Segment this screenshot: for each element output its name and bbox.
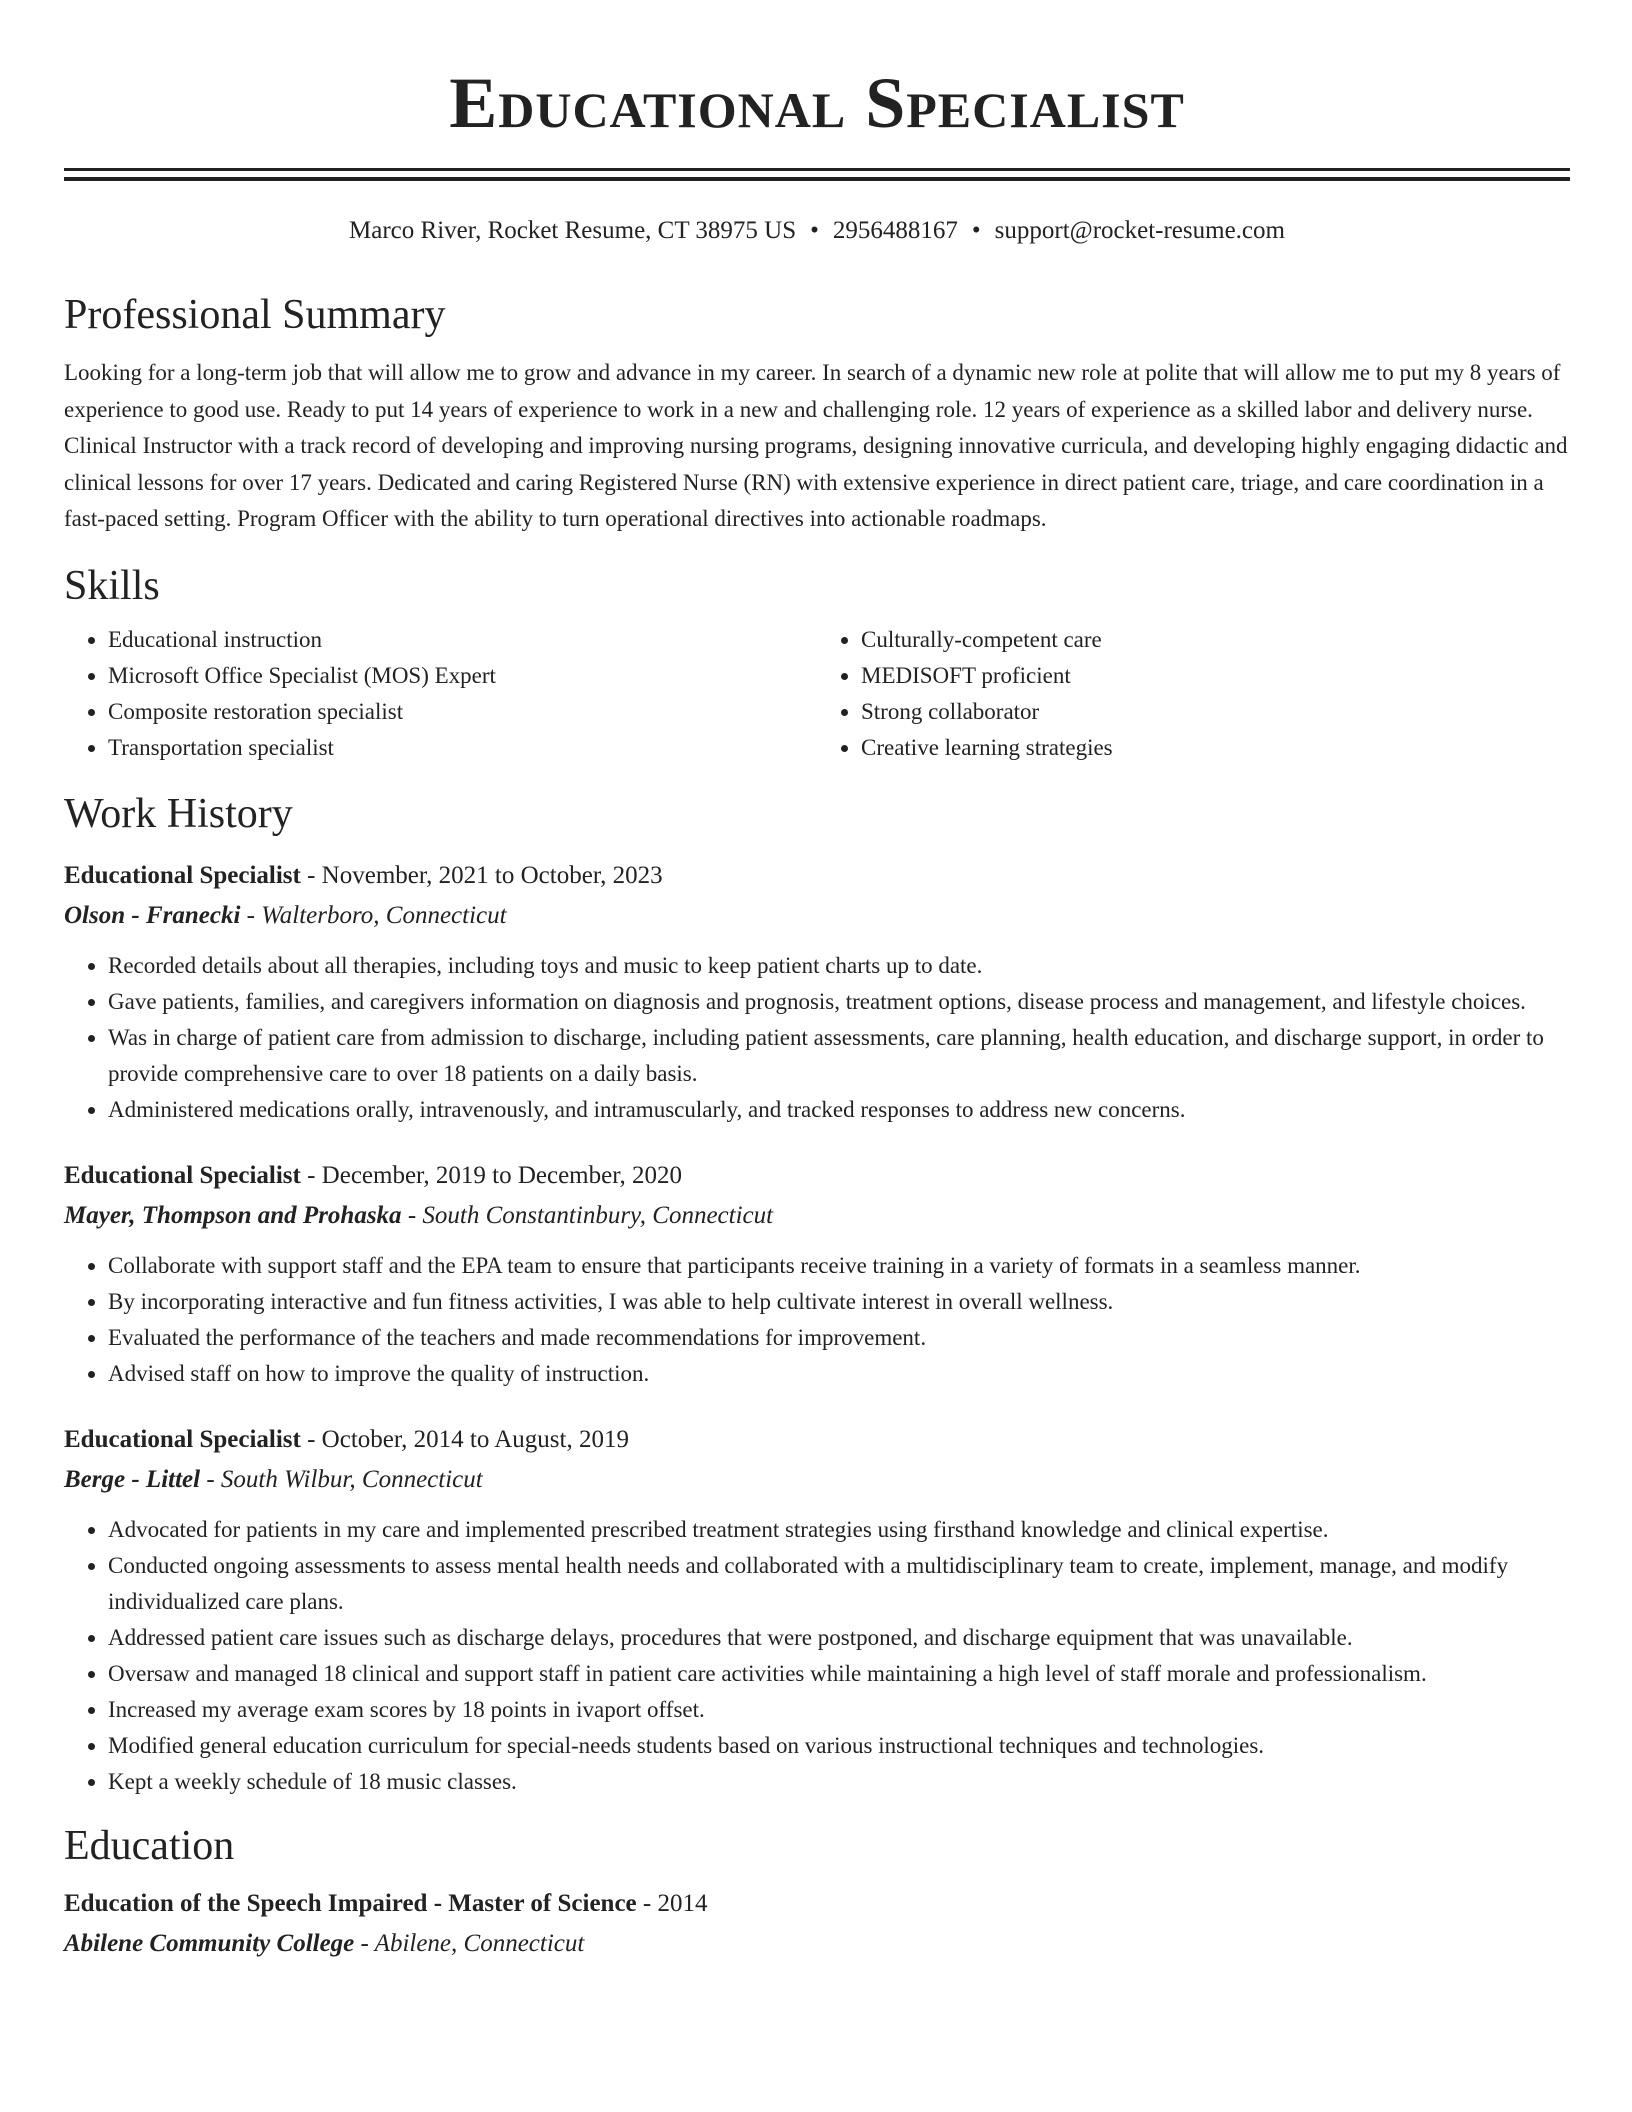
job-location: - Walterboro, Connecticut (240, 901, 507, 929)
job-bullet: • Administered medications orally, intravenously, and intramuscularly, and tracked responses to address new concerns. (108, 1092, 1570, 1128)
education-year: - 2014 (636, 1889, 708, 1917)
job-bullet: • Gave patients, families, and caregivers information on diagnosis and prognosis, treatment options, disease process and management, and lifestyle choices. (108, 984, 1570, 1020)
education-entry (64, 1884, 1570, 1964)
job-title-line (64, 856, 1570, 896)
skills-heading: Skills (64, 562, 160, 609)
skill-item: • Transportation specialist (108, 730, 817, 766)
job-title: Educational Specialist (64, 1425, 301, 1453)
contact-separator: • (971, 217, 981, 244)
job-entry (64, 1156, 1570, 1392)
resume-page (64, 0, 1570, 1964)
education-degree: Education of the Speech Impaired - Master of Science (64, 1889, 637, 1917)
job-company-line (64, 1460, 1570, 1500)
skill-item: • Culturally-competent care (861, 622, 1570, 658)
skills-list (64, 622, 1570, 766)
job-bullets (64, 948, 1570, 1128)
skill-item: • Composite restoration specialist (108, 694, 817, 730)
resume-title: Educational Specialist (449, 63, 1185, 143)
job-company-line (64, 896, 1570, 936)
job-bullet: • Increased my average exam scores by 18 points in ivaport offset. (108, 1692, 1570, 1728)
job-company-line (64, 1196, 1570, 1236)
job-title: Educational Specialist (64, 861, 301, 889)
job-company: Berge - Littel (64, 1465, 201, 1493)
education-heading: Education (64, 1822, 235, 1869)
skill-item: • Strong collaborator (861, 694, 1570, 730)
contact-address: Marco River, Rocket Resume, CT 38975 US (349, 217, 797, 244)
job-entry (64, 1420, 1570, 1800)
skill-item: • MEDISOFT proficient (861, 658, 1570, 694)
contact-line (64, 215, 1570, 247)
education-school-line (64, 1924, 1570, 1964)
skill-item: • Creative learning strategies (861, 730, 1570, 766)
job-bullet: • Conducted ongoing assessments to assess mental health needs and collaborated with a multidisciplinary team to create, implement, manage, and modify individualized care plans. (108, 1548, 1570, 1620)
title-rule-top (64, 168, 1570, 171)
skill-item: • Microsoft Office Specialist (MOS) Expert (108, 658, 817, 694)
summary-text: Looking for a long-term job that will allow me to grow and advance in my career. In search of a dynamic new role at polite that will allow me to put my 8 years of experience to good use. Ready to put 14 years of experience to work in a new and challenging role. 12 years of experience as a skilled labor and delivery nurse. Clinical Instructor with a track record of developing and improving nursing programs, designing innovative curricula, and developing highly engaging didactic and clinical lessons for over 17 years. Dedicated and caring Registered Nurse (RN) with extensive experience in direct patient care, triage, and care coordination in a fast-paced setting. Program Officer with the ability to turn operational directives into actionable roadmaps. (64, 360, 1568, 531)
job-title-line (64, 1420, 1570, 1460)
job-entry (64, 856, 1570, 1128)
job-dates: - November, 2021 to October, 2023 (300, 861, 663, 889)
job-location: - South Wilbur, Connecticut (200, 1465, 483, 1493)
job-bullet: • By incorporating interactive and fun fitness activities, I was able to help cultivate interest in overall wellness. (108, 1284, 1570, 1320)
summary-heading: Professional Summary (64, 292, 446, 338)
work-history-heading: Work History (64, 790, 293, 837)
job-bullet: • Evaluated the performance of the teachers and made recommendations for improvement. (108, 1320, 1570, 1356)
job-location: - South Constantinbury, Connecticut (401, 1201, 774, 1229)
contact-separator: • (810, 217, 819, 244)
job-bullet: • Kept a weekly schedule of 18 music classes. (108, 1764, 1570, 1800)
job-bullet: • Oversaw and managed 18 clinical and support staff in patient care activities while maintaining a high level of staff morale and professionalism. (108, 1656, 1570, 1692)
contact-email[interactable]: support@rocket-resume.com (994, 217, 1285, 244)
job-bullet: • Advocated for patients in my care and implemented prescribed treatment strategies using firsthand knowledge and clinical expertise. (108, 1512, 1570, 1548)
job-bullet: • Advised staff on how to improve the quality of instruction. (108, 1356, 1570, 1392)
skill-item: • Educational instruction (108, 622, 817, 658)
job-bullet: • Addressed patient care issues such as discharge delays, procedures that were postponed, and discharge equipment that was unavailable. (108, 1620, 1570, 1656)
education-location: - Abilene, Connecticut (354, 1929, 585, 1957)
job-bullet: • Recorded details about all therapies, including toys and music to keep patient charts up to date. (108, 948, 1570, 984)
job-bullet: • Collaborate with support staff and the EPA team to ensure that participants receive training in a variety of formats in a seamless manner. (108, 1248, 1570, 1284)
job-dates: - October, 2014 to August, 2019 (300, 1425, 629, 1453)
skills-column-right (817, 622, 1570, 766)
job-title: Educational Specialist (64, 1161, 301, 1189)
job-bullets (64, 1512, 1570, 1800)
job-title-line (64, 1156, 1570, 1196)
job-bullet: • Was in charge of patient care from admission to discharge, including patient assessments, care planning, health education, and discharge support, in order to provide comprehensive care to over 18 patients on a daily basis. (108, 1020, 1570, 1092)
education-degree-line (64, 1884, 1570, 1924)
skills-column-left (64, 622, 817, 766)
job-company: Mayer, Thompson and Prohaska (64, 1201, 402, 1229)
contact-phone: 2956488167 (832, 217, 958, 244)
job-dates: - December, 2019 to December, 2020 (300, 1161, 683, 1189)
job-bullet: • Modified general education curriculum for special-needs students based on various instructional techniques and technologies. (108, 1728, 1570, 1764)
title-rule-bottom (64, 177, 1570, 181)
education-school: Abilene Community College (64, 1929, 355, 1957)
job-bullets (64, 1248, 1570, 1392)
job-company: Olson - Franecki (64, 901, 241, 929)
